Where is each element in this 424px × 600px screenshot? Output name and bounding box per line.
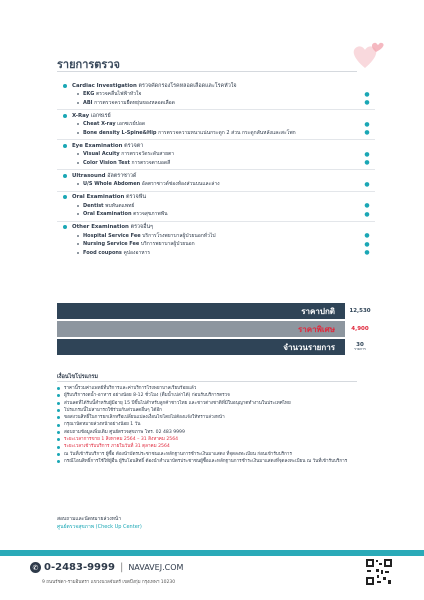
item-dot-icon <box>77 183 79 185</box>
included-check-icon: ● <box>364 99 370 107</box>
exam-category <box>57 81 375 107</box>
item-name-en: Visual Acuity <box>83 151 120 158</box>
exam-category <box>57 193 375 219</box>
item-name-en: Color Vision Test <box>83 159 130 166</box>
exam-item <box>57 210 375 219</box>
condition-text: ระยะเวลาเข้ารับบริการ ภายในวันที่ 31 ตุลาคม 2564 <box>64 444 170 450</box>
category-heading <box>57 223 375 232</box>
included-check-icon: ● <box>364 90 370 98</box>
category-name <box>72 193 146 201</box>
item-count-value: 30 <box>356 341 364 348</box>
exam-item <box>57 99 375 108</box>
bullet-icon <box>57 431 60 434</box>
address: 9 ถนนรัชดา-รามอินทรา แขวงนวลจันทร์ เขตบึงกุ่ม กรุงเทพฯ 10230 <box>42 580 176 585</box>
item-name-th: การตรวจความยืดหยุ่นของหลอดเลือด <box>92 99 175 106</box>
item-dot-icon <box>77 243 79 245</box>
category-name-en: Ultrasound <box>72 172 106 179</box>
item-name-en: Cheat X-ray <box>83 121 116 128</box>
item-count-unit: รายการ <box>354 347 366 351</box>
category-name-th: ตรวจคัดกรองโรคหลอดเลือดและโรคหัวใจ <box>136 82 237 89</box>
item-text <box>83 129 359 137</box>
exam-item <box>57 159 375 168</box>
item-text <box>83 202 359 210</box>
item-text <box>83 249 359 257</box>
item-dot-icon <box>77 93 79 95</box>
divider <box>57 381 357 382</box>
bullet-icon <box>57 453 60 456</box>
item-text <box>83 232 359 240</box>
included-check-icon: ● <box>364 202 370 210</box>
included-check-icon: ● <box>364 232 370 240</box>
category-heading <box>57 193 375 202</box>
normal-price-row <box>57 303 375 319</box>
item-name-th: เอกซเรย์ปอด <box>115 121 146 128</box>
item-name-th: การตรวจตาบอดสี <box>129 159 171 166</box>
exam-item <box>57 150 375 159</box>
exam-item <box>57 202 375 211</box>
bullet-icon <box>63 114 67 118</box>
bullet-icon <box>57 424 60 427</box>
condition-text: กรุณานัดหมายล่วงหน้าอย่างน้อย 1 วัน <box>64 422 141 428</box>
condition-text: ผู้รับบริการงดน้ำ-อาหาร อย่างน้อย 8-12 ชั่วโมง (ดื่มน้ำเปล่าได้) ก่อนรับบริการตรวจ <box>64 393 230 399</box>
item-name-en: Hospital Service Fee <box>83 232 141 239</box>
item-dot-icon <box>77 102 79 104</box>
item-text <box>83 90 359 98</box>
condition-item <box>57 385 367 392</box>
item-text <box>83 159 359 167</box>
category-name-th: ตรวจฟัน <box>124 194 147 200</box>
item-count-row <box>57 339 375 355</box>
page-title: รายการตรวจ <box>57 58 120 71</box>
divider <box>57 109 375 110</box>
condition-text: โปรแกรมนี้ไม่สามารถใช้ร่วมกับส่วนลดอื่นๆ ได้อีก <box>64 407 162 413</box>
included-check-icon: ● <box>364 159 370 167</box>
phone-number[interactable]: 0-2483-9999 <box>44 562 115 573</box>
category-name <box>72 112 111 120</box>
item-text <box>83 120 359 128</box>
item-name-th: อัลตราซาวด์ช่องท้องส่วนบนและล่าง <box>140 181 220 188</box>
included-check-icon: ● <box>364 249 370 257</box>
divider <box>57 191 375 192</box>
condition-item <box>57 443 367 450</box>
exam-item <box>57 120 375 129</box>
item-count-value-box <box>345 343 375 352</box>
condition-item <box>57 458 367 465</box>
item-dot-icon <box>77 162 79 164</box>
bullet-icon <box>57 387 60 390</box>
condition-text: กรณีโอนสิทธิ์การใช้ให้ผู้อื่น ผู้รับโอนสิทธิ์ ต้องนำสำเนาบัตรประชาชนผู้ซื้อและหลักฐานการชำระเงินมาแสดงที่จุดลงทะเบียน ณ วันที่เข้ารับบริการ <box>64 458 348 464</box>
bullet-icon <box>57 460 60 463</box>
contact-line: สอบถามและนัดหมายล่วงหน้า <box>57 516 122 522</box>
phone-icon: ✆ <box>30 562 41 573</box>
category-heading <box>57 171 375 180</box>
item-name-th: ตรวจคลื่นไฟฟ้าหัวใจ <box>94 91 142 98</box>
item-name-en: EKG <box>83 91 95 98</box>
included-check-icon: ● <box>364 120 370 128</box>
normal-price-label: ราคาปกติ <box>57 303 345 319</box>
conditions-list <box>57 385 367 465</box>
item-text <box>83 150 359 158</box>
category-name-th: ตรวจอื่นๆ <box>128 224 154 230</box>
item-name-th: บริการโรงพยาบาลผู้ป่วยนอกทั่วไป <box>140 232 216 239</box>
category-name-en: X-Ray <box>72 112 90 119</box>
item-dot-icon <box>77 132 79 134</box>
condition-item <box>57 436 367 443</box>
condition-item <box>57 414 367 421</box>
condition-text: ราคานี้รวมค่าแพทย์ที่บริการและค่าบริการโรงพยาบาลเรียบร้อยแล้ว <box>64 386 197 391</box>
item-text <box>83 210 359 218</box>
special-price-row <box>57 321 375 337</box>
special-price-label-box <box>57 321 345 337</box>
included-check-icon: ● <box>364 180 370 188</box>
exam-item <box>57 232 375 241</box>
bullet-icon <box>63 225 67 229</box>
bullet-icon <box>57 438 60 441</box>
item-text <box>83 99 359 107</box>
exam-category <box>57 223 375 258</box>
category-name <box>72 142 143 150</box>
condition-text: ณ วันที่เข้ารับบริการ ผู้ซื้อ ต้องนำบัตรประชาชนและหลักฐานการชำระเงินมาแสดง ที่จุดลงทะเบียน ก่อนเข้ารับบริการ <box>64 451 292 457</box>
bullet-icon <box>57 416 60 419</box>
normal-price-value: 12,530 <box>349 308 371 314</box>
condition-item <box>57 407 367 414</box>
category-name-en: Eye Examination <box>72 142 123 149</box>
item-name-en: Food coupons <box>83 249 122 256</box>
qr-code-icon[interactable] <box>365 558 393 586</box>
condition-item <box>57 400 367 407</box>
condition-text: ระยะเวลาการขาย 1 สิงหาคม 2564 – 31 สิงหาคม 2564 <box>64 437 179 443</box>
bullet-icon <box>63 144 67 148</box>
conditions-title: เงื่อนไขโปรแกรม <box>57 374 99 380</box>
special-price-value: 4,900 <box>351 326 369 332</box>
bullet-icon <box>63 84 67 88</box>
hearts-decoration-icon <box>345 38 385 74</box>
item-name-en: Dentist <box>83 202 104 209</box>
category-name <box>72 172 136 180</box>
website-link[interactable]: NAVAVEJ.COM <box>128 563 184 572</box>
item-name-en: U/S Whole Abdomen <box>83 181 141 188</box>
bullet-icon <box>57 409 60 412</box>
bullet-icon <box>57 394 60 397</box>
bullet-icon <box>63 195 67 199</box>
bullet-icon <box>57 446 60 449</box>
category-name-en: Oral Examination <box>72 194 125 200</box>
condition-text: สอบถามข้อมูลเพิ่มเติม ศูนย์ตรวจสุขภาพ โทร. 02 483 9999 <box>64 429 185 435</box>
item-name-en: Bone density L-Spine&Hip <box>83 129 157 136</box>
item-name-en: Nursing Service Fee <box>83 241 140 248</box>
divider <box>57 139 375 140</box>
exam-item <box>57 90 375 99</box>
condition-item <box>57 429 367 436</box>
item-dot-icon <box>77 213 79 215</box>
divider <box>57 169 375 170</box>
included-check-icon: ● <box>364 150 370 158</box>
category-heading <box>57 81 375 90</box>
exam-item <box>57 240 375 249</box>
category-heading <box>57 111 375 120</box>
bullet-icon <box>63 174 67 178</box>
item-count-label: จำนวนรายการ <box>57 339 345 355</box>
item-name-th: บริการพยาบาลผู้ป่วยนอก <box>139 241 195 248</box>
included-check-icon: ● <box>364 240 370 248</box>
item-dot-icon <box>77 123 79 125</box>
item-text <box>83 180 359 188</box>
category-name-th: เอกซเรย์ <box>89 112 111 119</box>
category-name-th: อัลตราซาวด์ <box>105 172 137 179</box>
item-name-th: การตรวจความหนาแน่นกระดูก 2 ส่วน กระดูกสันหลังและสะโพก <box>156 129 296 136</box>
exam-item <box>57 249 375 258</box>
footer-band <box>0 550 424 556</box>
condition-item <box>57 392 367 399</box>
condition-text: ส่วนลดที่ได้รับนี้สำหรับผู้มีอายุ 15 ปีขึ้นไปสำหรับลูกค้าชาวไทย และชาวต่างชาติที่มีใบอนุญาตทำงานในประเทศไทย <box>64 400 291 406</box>
exam-list <box>57 81 375 301</box>
included-check-icon: ● <box>364 129 370 137</box>
divider <box>57 71 357 72</box>
check-up-center-label: ศูนย์ตรวจสุขภาพ (Check Up Center) <box>57 524 142 530</box>
item-dot-icon <box>77 252 79 254</box>
footer-contact <box>30 562 183 573</box>
exam-item <box>57 129 375 138</box>
condition-text: ขอสงวนสิทธิ์ในการยกเลิกหรือเปลี่ยนแปลงเงื่อนไขโดยไม่ต้องแจ้งให้ทราบล่วงหน้า <box>64 415 225 421</box>
item-dot-icon <box>77 235 79 237</box>
separator: | <box>119 562 124 573</box>
bullet-icon <box>57 402 60 405</box>
exam-category <box>57 171 375 189</box>
included-check-icon: ● <box>364 210 370 218</box>
exam-category <box>57 141 375 167</box>
item-name-en: ABI <box>83 99 93 106</box>
category-name-en: Other Examination <box>72 224 129 230</box>
item-dot-icon <box>77 153 79 155</box>
condition-item <box>57 421 367 428</box>
item-dot-icon <box>77 205 79 207</box>
item-name-th: คูปองอาหาร <box>121 249 151 256</box>
category-heading <box>57 141 375 150</box>
item-name-en: Oral Examination <box>83 211 132 218</box>
item-name-th: ตรวจสุขภาพฟัน <box>131 211 168 218</box>
category-name-th: ตรวจตา <box>122 142 144 149</box>
category-name <box>72 82 237 90</box>
item-name-th: การตรวจวัดระดับสายตา <box>119 151 175 158</box>
category-name-en: Cardiac Investigation <box>72 82 137 89</box>
condition-item <box>57 451 367 458</box>
item-name-th: พบทันตแพทย์ <box>103 202 135 209</box>
exam-category <box>57 111 375 137</box>
item-text <box>83 240 359 248</box>
exam-item <box>57 180 375 189</box>
divider <box>57 221 375 222</box>
special-price-label: ราคาพิเศษ <box>298 324 335 334</box>
category-name <box>72 223 153 231</box>
